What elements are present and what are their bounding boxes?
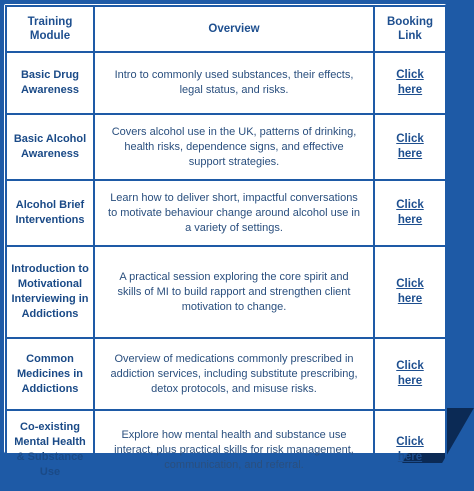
- booking-link[interactable]: Click here: [396, 360, 424, 387]
- module-overview: Overview of medications commonly prescribed in addiction services, including substitute prescribing, detox protocols, and misuse risks.: [94, 338, 374, 410]
- module-overview: A practical session exploring the core spirit and skills of MI to build rapport and strengthen client motivation to change.: [94, 246, 374, 338]
- module-name: Common Medicines in Addictions: [6, 338, 94, 410]
- module-name: Alcohol Brief Interventions: [6, 180, 94, 246]
- module-name: Basic Drug Awareness: [6, 52, 94, 114]
- module-name: Basic Alcohol Awareness: [6, 114, 94, 180]
- booking-link[interactable]: Click here: [396, 133, 424, 160]
- table-row: [6, 246, 446, 338]
- training-table-card: [4, 4, 446, 478]
- module-name: Co-existing Mental Health & Substance Use: [6, 410, 94, 490]
- table-row: [6, 410, 446, 490]
- booking-link-cell: [374, 180, 446, 246]
- table-header-row: [6, 6, 446, 52]
- table-row: [6, 52, 446, 114]
- booking-link[interactable]: Click here: [396, 278, 424, 305]
- header-overview: Overview: [94, 6, 374, 52]
- header-training-module: Training Module: [6, 6, 94, 52]
- booking-link-cell: [374, 410, 446, 490]
- table-row: [6, 180, 446, 246]
- booking-link[interactable]: Click here: [396, 69, 424, 96]
- booking-link-cell: [374, 246, 446, 338]
- table-row: [6, 338, 446, 410]
- booking-link-cell: [374, 114, 446, 180]
- booking-link[interactable]: Click here: [396, 436, 424, 463]
- table-row: [6, 114, 446, 180]
- booking-link[interactable]: Click here: [396, 199, 424, 226]
- header-booking-link: Booking Link: [374, 6, 446, 52]
- training-table: [5, 5, 447, 491]
- module-name: Introduction to Motivational Interviewing in Addictions: [6, 246, 94, 338]
- module-overview: Intro to commonly used substances, their effects, legal status, and risks.: [94, 52, 374, 114]
- module-overview: Explore how mental health and substance use interact, plus practical skills for risk management, communication, and referral.: [94, 410, 374, 490]
- booking-link-cell: [374, 338, 446, 410]
- booking-link-cell: [374, 52, 446, 114]
- module-overview: Covers alcohol use in the UK, patterns of drinking, health risks, dependence signs, and effective support strategies.: [94, 114, 374, 180]
- module-overview: Learn how to deliver short, impactful conversations to motivate behaviour change around alcohol use in a variety of settings.: [94, 180, 374, 246]
